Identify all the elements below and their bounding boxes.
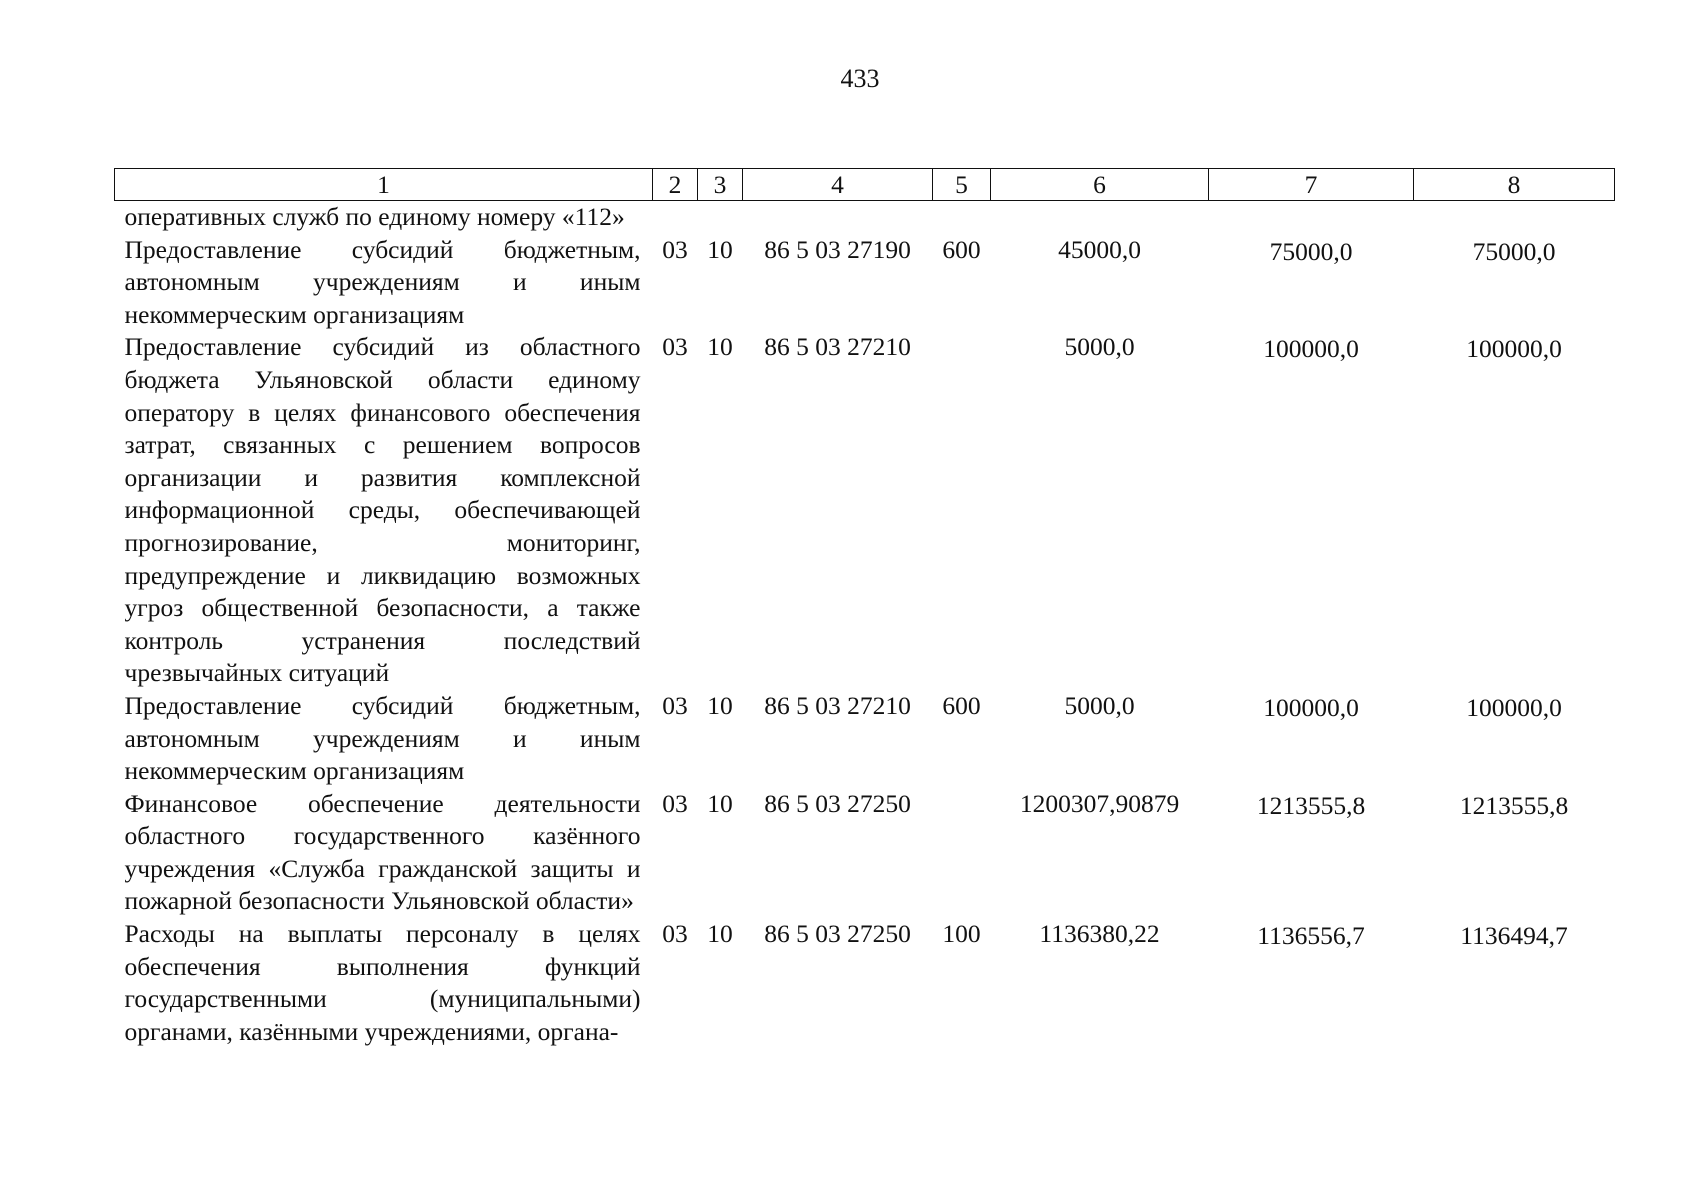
row-name: Предоставление субсидий бюджетным, автономным учреждениям и иным некоммерческим организациям [124,690,641,786]
cell-amount-6: 5000,0 [1064,332,1135,362]
cell-amount-7: 1213555,8 [1256,790,1366,820]
column-header: 4 [743,169,933,201]
cell-section: 03 [662,788,688,818]
cell-subsection: 10 [707,234,733,264]
cell-subsection: 10 [707,919,733,949]
cell-expense-type [933,788,991,918]
row-name: Финансовое обеспечение деятельности областного государственного казённого учреждения «Служба гражданской защиты и пожарной безопасности Ульяновской области» [124,788,641,916]
row-name: Предоставление субсидий из областного бюджета Ульяновской области единому оператору в целях финансового обеспечения затрат, связанных с решением вопросов организации и развития комплексной информационной среды, обеспечивающей прогнозирование, мониторинг, предупреждение и ликвидацию возможных угроз общественной безопасности, а также контроль устранения последствий чрезвычайных ситуаций [124,332,641,688]
table-row [115,918,1615,1048]
cell-section: 03 [662,690,688,720]
column-header: 7 [1209,169,1414,201]
cell-amount-8: 75000,0 [1472,236,1556,266]
cell-amount-7 [1209,201,1414,234]
cell-amount-6: 5000,0 [1064,690,1135,720]
column-header: 2 [653,169,698,201]
cell-amount-7: 1136556,7 [1257,921,1365,951]
cell-expense-type: 600 [942,690,981,720]
table-row [115,788,1615,918]
table-row [115,201,1615,234]
row-name: Расходы на выплаты персоналу в целях обеспечения выполнения функций государственными (муниципальными) органами, казёнными учреждениями, органа- [124,919,641,1046]
cell-amount-8: 100000,0 [1466,692,1562,722]
cell-section: 03 [662,919,688,949]
cell-expense-type: 600 [942,234,981,264]
cell-target-article: 86 5 03 27210 [764,332,911,362]
cell-subsection: 10 [707,788,733,818]
cell-target-article [743,201,933,234]
cell-section: 03 [662,234,688,264]
cell-amount-6: 45000,0 [1058,234,1141,264]
cell-amount-7: 75000,0 [1269,236,1353,266]
row-name: Предоставление субсидий бюджетным, автономным учреждениям и иным некоммерческим организациям [124,234,641,329]
table-row [115,331,1615,690]
column-header: 8 [1414,169,1615,201]
page-number: 433 [840,64,880,93]
table-row [115,234,1615,332]
table-row [115,690,1615,788]
cell-target-article: 86 5 03 27210 [764,690,911,720]
budget-table [114,168,1615,1048]
cell-subsection: 10 [707,332,733,362]
cell-target-article: 86 5 03 27250 [764,788,911,818]
cell-amount-7: 100000,0 [1263,692,1359,722]
cell-target-article: 86 5 03 27190 [764,234,911,264]
cell-subsection [698,201,743,234]
column-header: 1 [115,169,653,201]
column-header: 5 [933,169,991,201]
cell-amount-8 [1414,201,1615,234]
row-name: оперативных служб по единому номеру «112» [124,202,625,231]
column-header: 6 [991,169,1209,201]
cell-amount-7: 100000,0 [1263,334,1359,364]
cell-amount-6: 1136380,22 [1039,919,1160,949]
cell-expense-type [933,331,991,690]
cell-amount-8: 1136494,7 [1460,921,1568,951]
cell-amount-6 [991,201,1209,234]
cell-subsection: 10 [707,690,733,720]
cell-amount-8: 1213555,8 [1459,790,1569,820]
cell-expense-type: 100 [942,919,981,949]
cell-expense-type [933,201,991,234]
cell-section: 03 [662,332,688,362]
cell-section [653,201,698,234]
table-header-row [115,169,1615,201]
cell-target-article: 86 5 03 27250 [764,919,911,949]
cell-amount-6: 1200307,90879 [1019,788,1180,818]
column-header: 3 [698,169,743,201]
cell-amount-8: 100000,0 [1466,334,1562,364]
